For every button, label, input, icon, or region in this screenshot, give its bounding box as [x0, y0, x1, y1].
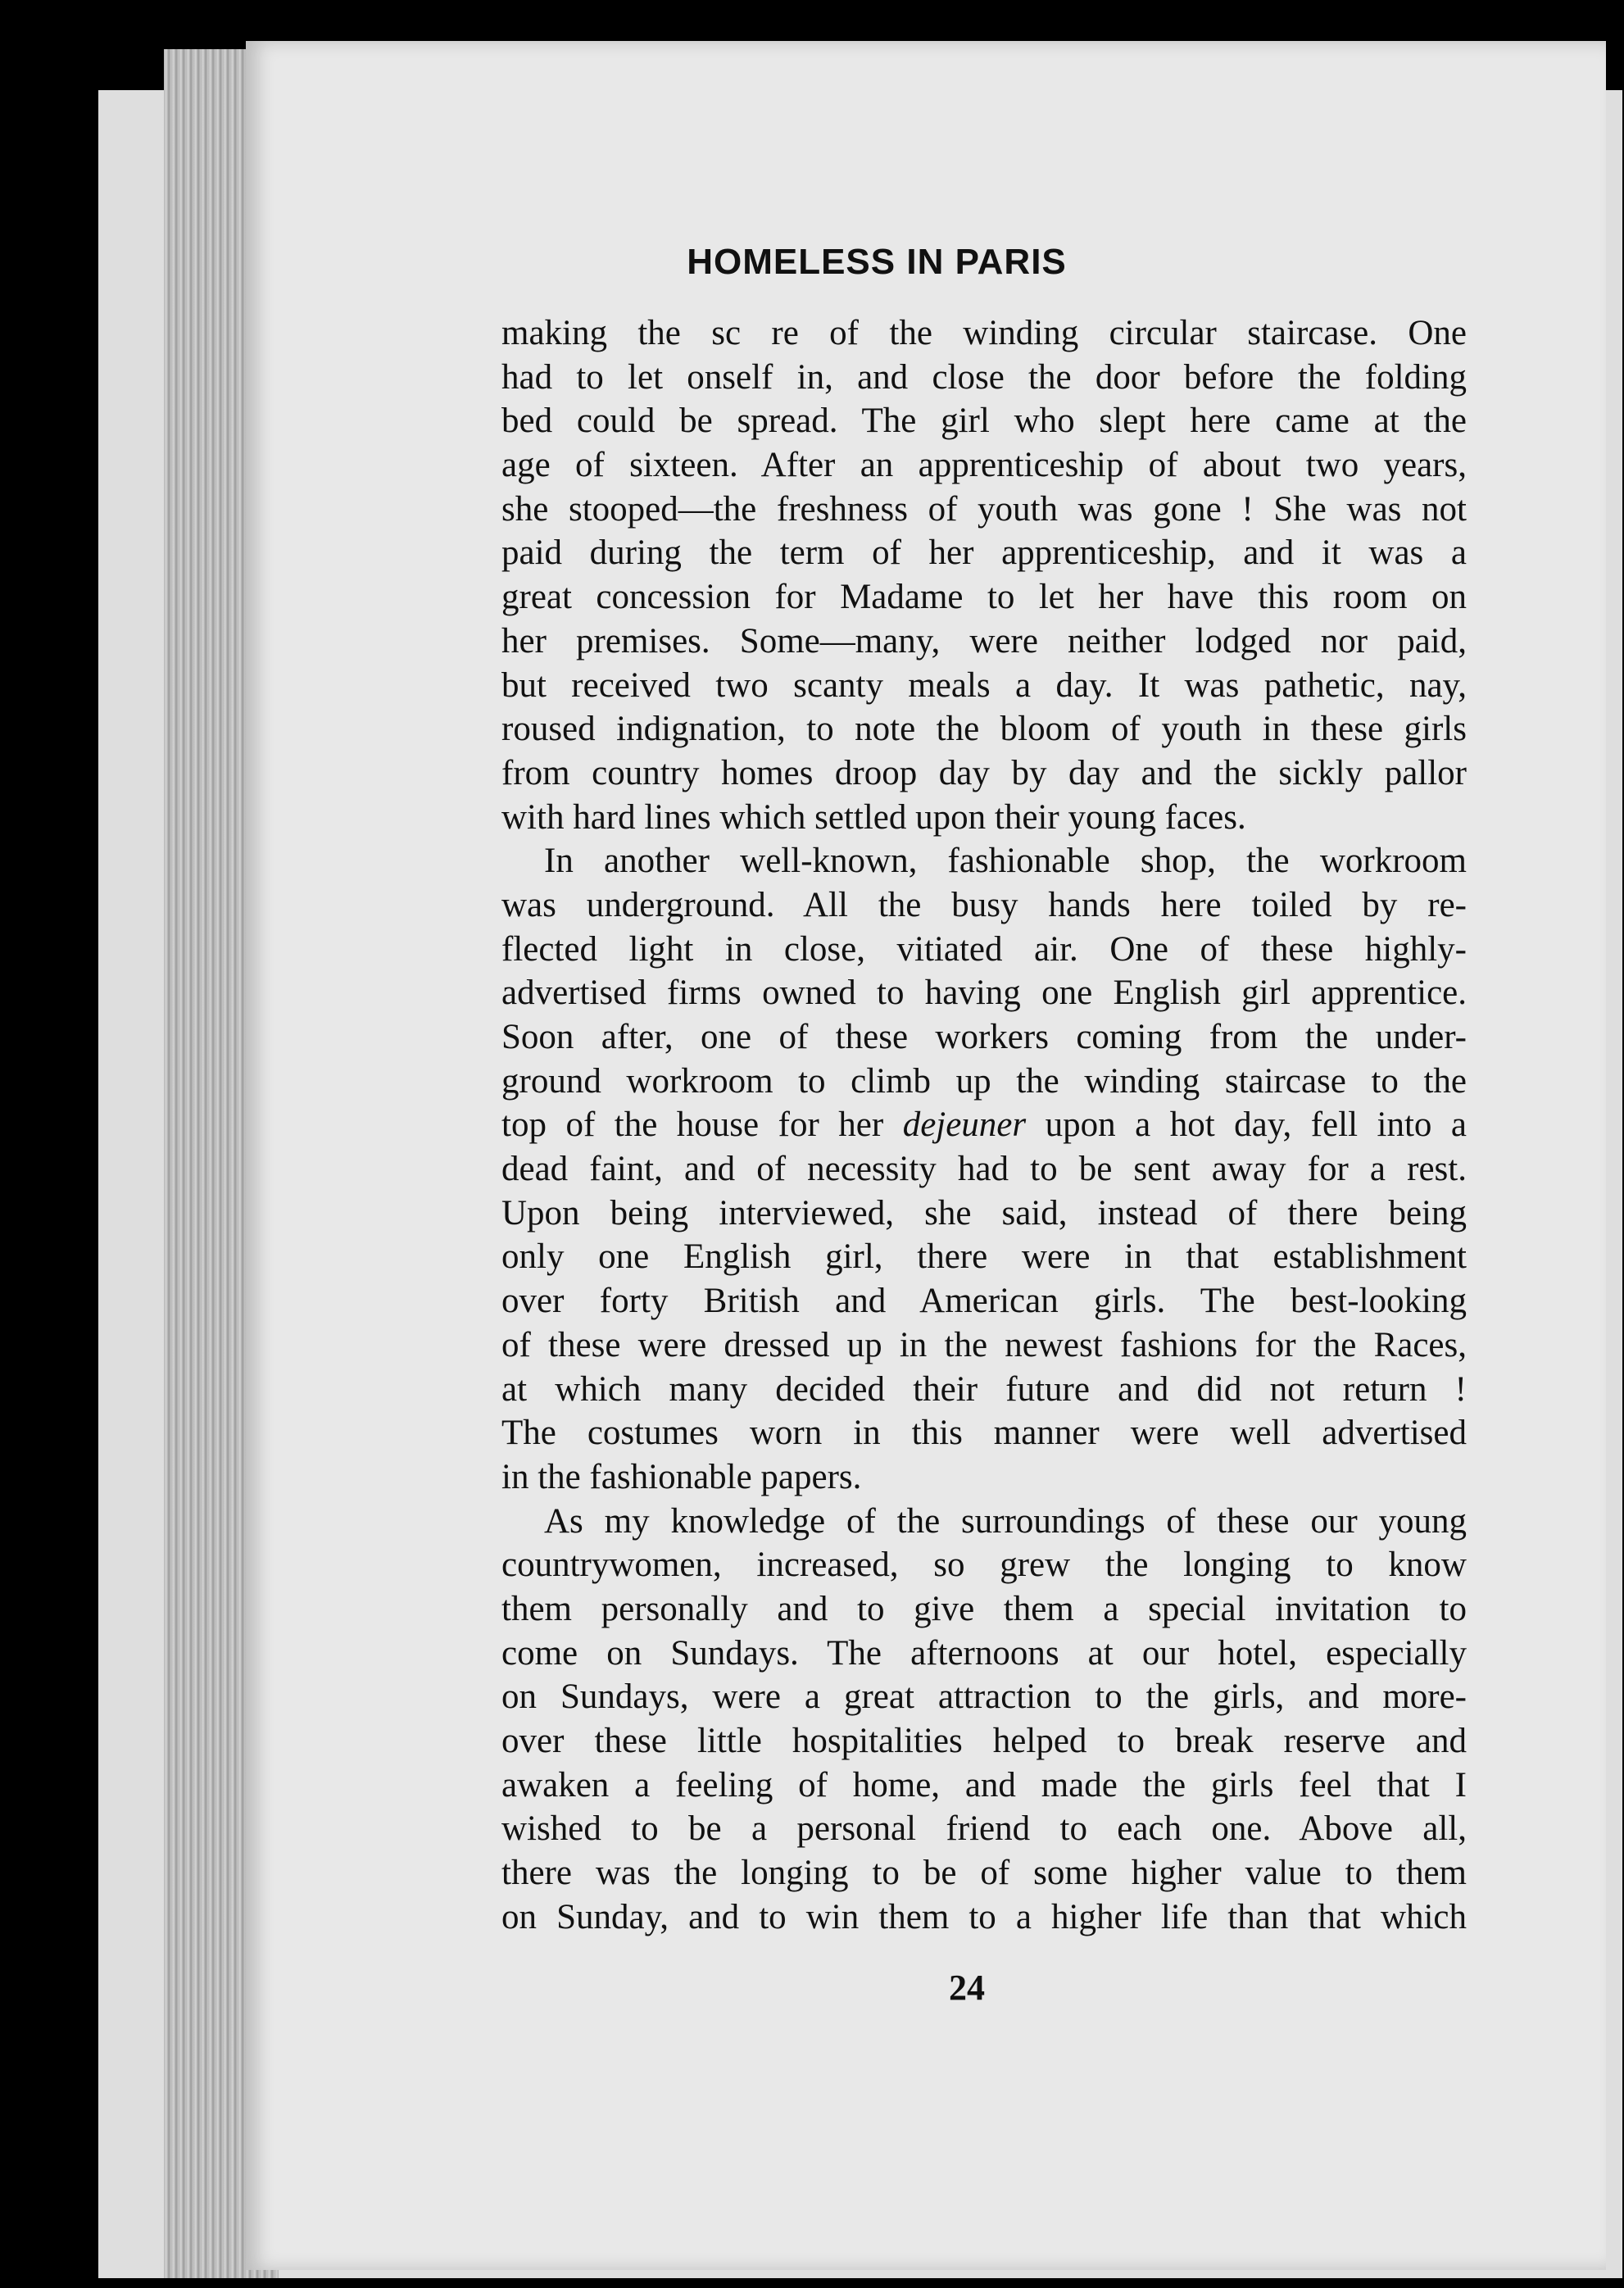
text-line: dead faint, and of necessity had to be sent away for a rest.	[501, 1150, 1467, 1189]
text-line: her premises. Some—many, were neither lodged nor paid,	[501, 621, 1467, 661]
text-line: countrywomen, increased, so grew the longing to know	[501, 1546, 1467, 1585]
text-line: over these little hospitalities helped to break reserve and	[501, 1722, 1467, 1760]
text-line: ground workroom to climb up the winding staircase to the	[501, 1061, 1467, 1101]
text-line: of these were dressed up in the newest fashions for the Races,	[501, 1325, 1467, 1364]
text-line: roused indignation, to note the bloom of youth in these girls	[501, 710, 1467, 749]
text-line-with-italic	[501, 1103, 1467, 1147]
text-line: them personally and to give them a special invitation to	[501, 1589, 1467, 1628]
body-text	[501, 311, 1467, 1939]
text-line: only one English girl, there were in that establishment	[501, 1237, 1467, 1277]
text-line: awaken a feeling of home, and made the girls feel that I	[501, 1765, 1467, 1805]
text-segment: top of the house for her	[501, 1105, 903, 1145]
text-line: making the sc re of the winding circular staircase. One	[501, 314, 1467, 352]
text-line: great concession for Madame to let her have this room on	[501, 578, 1467, 617]
paragraph-start-line: In another well-known, fashionable shop, the workroom	[544, 842, 1467, 881]
text-line: she stooped—the freshness of youth was gone ! She was not	[501, 489, 1467, 529]
text-line: from country homes droop day by day and the sickly pallor	[501, 753, 1467, 792]
text-line: Upon being interviewed, she said, instead of there being	[501, 1193, 1467, 1233]
text-line: age of sixteen. After an apprenticeship of about two years,	[501, 446, 1467, 485]
text-line: The costumes worn in this manner were well advertised	[501, 1414, 1467, 1453]
text-line: on Sunday, and to win them to a higher life than that which	[501, 1897, 1467, 1936]
italic-word: dejeuner	[902, 1105, 1027, 1145]
text-line: in the fashionable papers.	[501, 1457, 862, 1496]
text-line: wished to be a personal friend to each one. Above all,	[501, 1809, 1467, 1849]
text-line: flected light in close, vitiated air. One of these highly-	[501, 929, 1467, 969]
text-line: over forty British and American girls. The best-looking	[501, 1282, 1467, 1321]
text-line: advertised firms owned to having one English girl apprentice.	[501, 974, 1467, 1013]
text-segment: upon a hot day, fell into a	[1026, 1105, 1467, 1145]
text-line: at which many decided their future and did not return !	[501, 1369, 1467, 1409]
text-line: Soon after, one of these workers coming from the under-	[501, 1018, 1467, 1056]
text-line: bed could be spread. The girl who slept here came at the	[501, 402, 1467, 441]
page-number: 24	[949, 1968, 985, 2008]
text-line: paid during the term of her apprenticeship, and it was a	[501, 533, 1467, 573]
text-line: with hard lines which settled upon their young faces.	[501, 797, 1246, 837]
text-line: was underground. All the busy hands here toiled by re-	[501, 885, 1467, 924]
running-title: HOMELESS IN PARIS	[687, 242, 1067, 282]
text-line: come on Sundays. The afternoons at our hotel, especially	[501, 1633, 1467, 1673]
paragraph-start-line: As my knowledge of the surroundings of these our young	[544, 1501, 1467, 1541]
text-line: had to let onself in, and close the door before the folding	[501, 357, 1467, 397]
text-line: but received two scanty meals a day. It was pathetic, nay,	[501, 665, 1467, 705]
text-line: there was the longing to be of some higher value to them	[501, 1854, 1467, 1893]
text-line: on Sundays, were a great attraction to the girls, and more-	[501, 1677, 1467, 1717]
